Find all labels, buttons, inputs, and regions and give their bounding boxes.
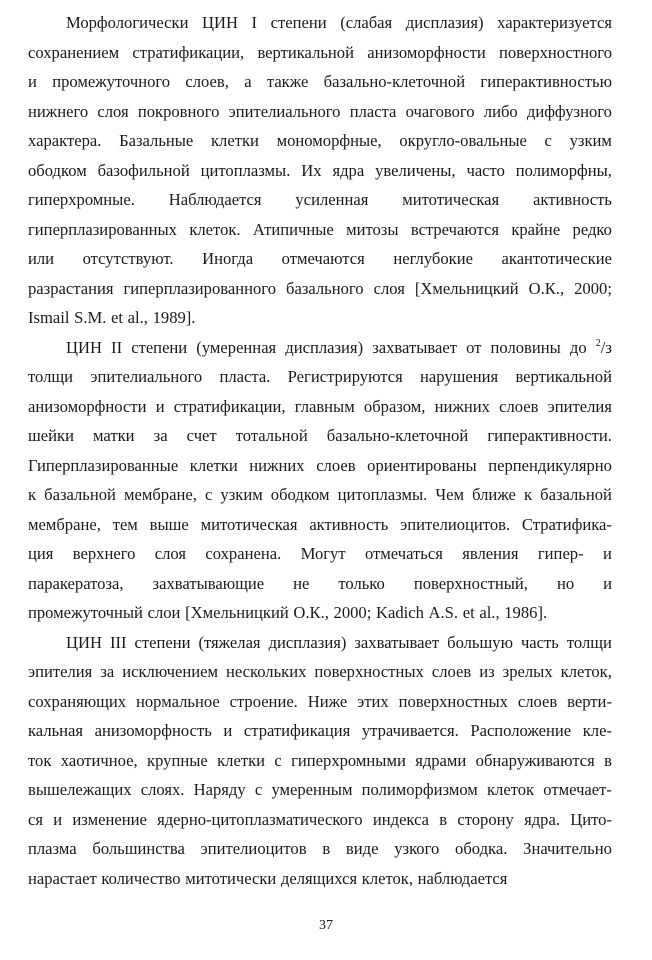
text-line: ция верхнего слоя сохранена. Могут отмечаться явления гипер- и xyxy=(28,544,612,563)
text-line: вышележащих слоях. Наряду с умеренным полиморфизмом клеток отмечает- xyxy=(28,780,612,799)
text-line: нарастает количество митотически делящихся клеток, наблюдается xyxy=(28,868,508,888)
text-line: и промежуточного слоев, а также базально-клеточной гиперактивностью xyxy=(28,72,612,91)
text-line: толщи эпителиального пласта. Регистрируются нарушения вертикальной xyxy=(28,367,612,386)
text-line: сохранением стратификации, вертикальной анизоморфности поверхностного xyxy=(28,42,612,62)
paragraph xyxy=(28,333,612,628)
text-line: ободком базофильной цитоплазмы. Их ядра увеличены, часто полиморфны, xyxy=(28,160,612,180)
text-line: Морфологически ЦИН I степени (слабая дисплазия) характеризуется xyxy=(66,13,612,32)
text-line: сохраняющих нормальное строение. Ниже этих поверхностных слоев верти- xyxy=(28,691,612,711)
text-line: плазма большинства эпителиоцитов в виде узкого ободка. Значительно xyxy=(28,839,612,858)
text-line: нижнего слоя покровного эпителиального пласта очагового либо диффузного xyxy=(28,101,612,121)
text-line: шейки матки за счет тотальной базально-клеточной гиперактивности. xyxy=(28,426,612,445)
text-line: к базальной мембране, с узким ободком цитоплазмы. Чем ближе к базальной xyxy=(28,485,612,504)
text-line: гиперплазированных клеток. Атипичные митозы встречаются крайне редко xyxy=(28,219,612,239)
text-line: Гиперплазированные клетки нижних слоев ориентированы перпендикулярно xyxy=(28,455,612,475)
text-line: или отсутствуют. Иногда отмечаются неглубокие акантотические xyxy=(28,249,612,268)
body-text xyxy=(28,8,612,893)
text-line: мембране, тем выше митотическая активность эпителиоцитов. Стратифика- xyxy=(28,514,612,534)
text-line: эпителия за исключением нескольких поверхностных слоев из зрелых клеток, xyxy=(28,662,612,681)
text-line: характера. Базальные клетки мономорфные, округло-овальные с узким xyxy=(28,131,612,150)
text-line: ся и изменение ядерно-цитоплазматического индекса в сторону ядра. Цито- xyxy=(28,809,612,829)
text-line: кальная анизоморфность и стратификация утрачивается. Расположение кле- xyxy=(28,721,612,740)
text-line: промежуточный слои [Хмельницкий О.К., 2000; Kadich A.S. et al., 1986]. xyxy=(28,603,548,622)
text-line: разрастания гиперплазированного базального слоя [Хмельницкий О.К., 2000; xyxy=(28,278,612,298)
text-line: паракератоза, захватывающие не только поверхностный, но и xyxy=(28,573,612,593)
text-line: ЦИН III степени (тяжелая дисплазия) захватывает большую часть толщи xyxy=(66,632,612,652)
text-line: анизоморфности и стратификации, главным образом, нижних слоев эпителия xyxy=(28,396,612,416)
text-line: Ismail S.M. et al., 1989]. xyxy=(28,308,196,327)
paragraph xyxy=(28,8,612,333)
text-line: ЦИН II степени (умеренная дисплазия) захватывает от половины до $^2$/з xyxy=(66,337,612,357)
text-line: ток хаотичное, крупные клетки с гиперхромными ядрами обнаруживаются в xyxy=(28,750,612,770)
paragraph xyxy=(28,628,612,894)
text-line: гиперхромные. Наблюдается усиленная митотическая активность xyxy=(28,190,612,209)
document-page xyxy=(28,8,612,893)
page-number: 37 xyxy=(319,918,333,933)
